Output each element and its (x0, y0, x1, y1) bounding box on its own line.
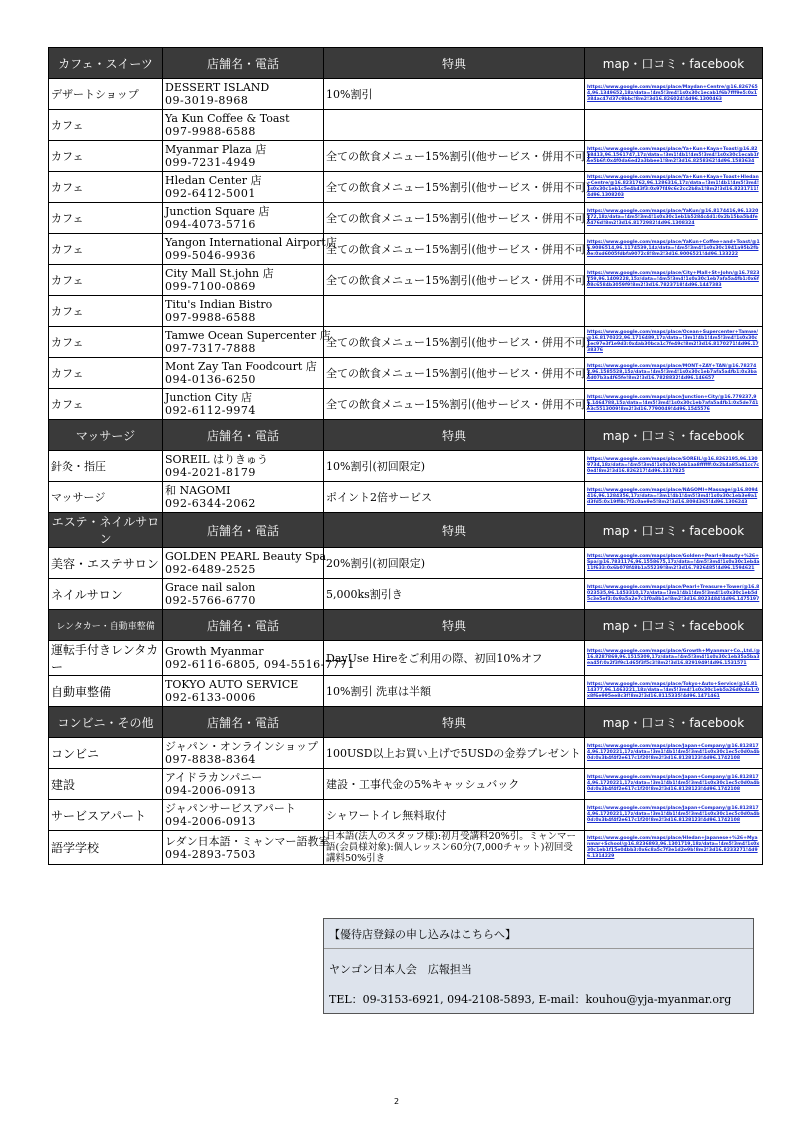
category-cell: 針灸・指圧 (49, 451, 163, 482)
shop-name: Hledan Center 店 (165, 174, 262, 187)
benefit-column-header: 特典 (324, 707, 585, 738)
table-row (49, 141, 763, 172)
shop-phone: 094-2021-8179 (165, 466, 256, 479)
shop-phone: 092-6112-9974 (165, 404, 256, 417)
category-cell: 運転手付きレンタカー (49, 641, 163, 676)
table-row (49, 676, 763, 707)
shop-cell (163, 769, 324, 800)
category-cell: カフェ (49, 358, 163, 389)
shop-phone: 094-2893-7503 (165, 847, 256, 861)
section-header (49, 513, 763, 548)
shop-cell (163, 641, 355, 676)
map-link (585, 110, 763, 141)
category-cell: マッサージ (49, 482, 163, 513)
shop-name: Junction Square 店 (165, 205, 270, 218)
category-cell: 建設 (49, 769, 163, 800)
shop-name: DESSERT ISLAND (165, 81, 270, 94)
map-link[interactable]: https://www.google.com/maps/place/Maydan+Centre/@16.8267654,96.1349652,18z/data=!4m5!3m4!1s0x30c1ecab1f6b7fff9e5:0x1384ac47d37c9bbc!8m2!3d16.826024!4d96.1300463 (585, 79, 763, 110)
section-category-header: マッサージ (49, 420, 163, 451)
map-link[interactable]: https://www.google.com/maps/place/Junction+City/@16.779237,96.1464788,15z/data=!4m5!3m4!1s0x30c1eb7afa5a4fb1:0x5de741e3c5513009!8m2!3d16.7790049!4d96.1545576 (585, 389, 763, 420)
benefit-cell: 全ての飲食メニュー15%割引(他サービス・併用不可) (324, 234, 585, 265)
benefit-cell: 全ての飲食メニュー15%割引(他サービス・併用不可) (324, 203, 585, 234)
benefit-cell: 5,000ks割引き (324, 579, 585, 610)
category-cell: 自動車整備 (49, 676, 163, 707)
shop-phone: 094-2006-0913 (165, 784, 256, 797)
shop-name: ジャパン・オンラインショップ (165, 740, 318, 753)
contact-org: ヤンゴン日本人会 広報担当 (329, 963, 472, 976)
benefit-cell: 日本語(法人のスタッフ様):初月受講料20%引。ミャンマー語(会員様対象):個人レッスン60分(7,000チャット)初回受講料50%引き (324, 831, 585, 865)
table-row (49, 203, 763, 234)
map-link[interactable]: https://www.google.com/maps/place/Golden+Pearl+Beauty+%26+Spa/@16.7831176,96.1558675,17z/data=!4m5!3m4!1s0x30c1eb4a11f633:0x6b078f48b1a55239!8m2!3d16.7826485!4d96.1594621 (585, 548, 763, 579)
section-category-header: レンタカー・自動車整備 (49, 610, 163, 641)
table-row (49, 548, 763, 579)
table-row (49, 800, 763, 831)
shop-name: 和 NAGOMI (165, 484, 231, 497)
shop-phone: 094-0136-6250 (165, 373, 256, 386)
benefit-cell: 20%割引(初回限定) (324, 548, 585, 579)
table-row (49, 738, 763, 769)
section-header (49, 420, 763, 451)
table-row (49, 831, 763, 865)
shop-phone: 092-6489-2525 (165, 563, 256, 576)
map-link[interactable]: https://www.google.com/maps/place/SOREIL/@16.8262195,96.1309734,18z/data=!4m5!3m4!1s0x30c1eb1aa8ffffff:0x2b4a85a41cc7c0e4!8m2!3d16.826217!4d96.1317825 (585, 451, 763, 482)
table-row (49, 234, 763, 265)
category-cell: カフェ (49, 172, 163, 203)
shop-phone: 097-8838-8364 (165, 753, 256, 766)
shop-column-header: 店舗名・電話 (163, 707, 324, 738)
shop-cell (163, 265, 324, 296)
table-row (49, 358, 763, 389)
shop-cell (163, 141, 324, 172)
shop-phone: 092-6344-2062 (165, 497, 256, 510)
map-link (585, 296, 763, 327)
shop-cell (163, 389, 324, 420)
table-row (49, 172, 763, 203)
benefit-cell (324, 110, 585, 141)
map-link[interactable]: https://www.google.com/maps/place/Japan+Company/@16.8128174,96.1720221,17z/data=!3m1!4b1!4m5!3m4!1s0x30c1ec5c0d0a4b0d:0x3b4f4f2e617c1f20!8m2!3d16.8128123!4d96.1742108 (585, 738, 763, 769)
shop-column-header: 店舗名・電話 (163, 420, 324, 451)
contact-title: 【優待店登録の申し込みはこちらへ】 (329, 928, 516, 941)
category-cell: カフェ (49, 327, 163, 358)
contact-box (323, 918, 754, 1014)
shop-phone: 092-5766-6770 (165, 594, 256, 607)
table-row (49, 327, 763, 358)
benefit-cell: 全ての飲食メニュー15%割引(他サービス・併用不可) (324, 265, 585, 296)
map-link[interactable]: https://www.google.com/maps/place/Ocean+Supercenter+Tamwe/@16.8170322,96.1716489,17z/data=!3m1!4b1!4m5!3m4!1s0x30c1ec97e3f1e9d3:0x4ab30bca1c7fe49c!8m2!3d16.8170271!4d96.1738376 (585, 327, 763, 358)
benefit-cell: 100USD以上お買い上げで5USDの金券プレゼント (324, 738, 585, 769)
category-cell: カフェ (49, 296, 163, 327)
shop-name: アイドラカンパニー (165, 771, 263, 784)
benefit-cell: 10%割引 (324, 79, 585, 110)
table-row (49, 451, 763, 482)
shop-cell (163, 296, 324, 327)
link-column-header: map・口コミ・facebook (585, 513, 763, 548)
shop-phone: 09-3019-8968 (165, 94, 249, 107)
category-cell: 語学学校 (49, 831, 163, 865)
shop-name: Junction City 店 (165, 391, 252, 404)
table-row (49, 389, 763, 420)
shop-cell (163, 110, 324, 141)
shop-phone: 092-6116-6805, 094-5516-7771 (165, 658, 355, 671)
map-link[interactable]: https://www.google.com/maps/place/NAGOMI+Massage/@16.8094416,96.1284356,17z/data=!3m1!4b1!4m5!3m4!1s0x30c1eb3e9a1d3fd5:0x19ff8c7f2c0ae9e5!8m2!3d16.8094365!4d96.1306243 (585, 482, 763, 513)
shop-phone: 097-7317-7888 (165, 342, 256, 355)
map-link[interactable]: https://www.google.com/maps/place/Pearl+Treasure+Tower/@16.8023535,96.1453310,17z/data=!3m1!4b1!4m5!3m4!1s0x30c1eb5d5c3e5ef3:0x9a5a2e7c1f0a8b1e!8m2!3d16.8023484!4d96.1475197 (585, 579, 763, 610)
shop-column-header: 店舗名・電話 (163, 610, 324, 641)
shop-cell (163, 79, 324, 110)
divider (324, 948, 753, 949)
category-cell: カフェ (49, 110, 163, 141)
shop-cell (163, 358, 324, 389)
benefit-cell (324, 296, 585, 327)
shop-phone: 094-4073-5716 (165, 218, 256, 231)
shop-name: Growth Myanmar (165, 645, 264, 658)
map-link[interactable]: https://www.google.com/maps/place/MONT+ZAY+TAN/@16.782742,96.1585528,15z/data=!4m5!3m4!1s0x30c1eb7afa5a4fb1:0x3ba4d07b3a4f65fe!8m2!3d16.7828832!4d96.146657 (585, 358, 763, 389)
shop-cell (163, 203, 324, 234)
shop-name: レダン日本語・ミャンマー語教室 (165, 834, 330, 848)
shop-phone: 097-9988-6588 (165, 311, 256, 324)
shop-name: Mont Zay Tan Foodcourt 店 (165, 360, 317, 373)
shop-phone: 092-6133-0006 (165, 691, 256, 704)
category-cell: カフェ (49, 389, 163, 420)
shop-name: Ya Kun Coffee & Toast (165, 112, 290, 125)
page-number: 2 (394, 1097, 400, 1106)
map-link[interactable]: https://www.google.com/maps/place/Hledan+Japanese+%26+Myanmar+School/@16.8236893,96.1301719,18z/data=!4m5!3m4!1s0x30c1eb1f15e04bb3:0x6c8a5c7f3e1d2e9b!8m2!3d16.8233271!4d96.1314229 (585, 831, 763, 865)
benefit-cell: シャワートイレ無料取付 (324, 800, 585, 831)
table-row (49, 641, 763, 676)
map-link[interactable]: https://www.google.com/maps/place/Ya+Kun+Kaya+Toast+Hledan+Centre/@16.8231762,96.1286316,17z/data=!3m1!4b1!4m5!3m4!1s0x30c1eb1c5e4b43f3:0x97f49c6c2cc2b8a1!8m2!3d16.8231711!4d96.1308203 (585, 172, 763, 203)
shop-cell (163, 548, 327, 579)
shop-phone: 092-6412-5001 (165, 187, 256, 200)
section-header (49, 48, 763, 79)
benefit-cell: 全ての飲食メニュー15%割引(他サービス・併用不可) (324, 358, 585, 389)
shop-name: Titu's Indian Bistro (165, 298, 273, 311)
link-column-header: map・口コミ・facebook (585, 610, 763, 641)
table-row (49, 482, 763, 513)
benefit-cell: 全ての飲食メニュー15%割引(他サービス・併用不可) (324, 389, 585, 420)
benefit-column-header: 特典 (324, 420, 585, 451)
shop-phone: 099-7100-0869 (165, 280, 256, 293)
link-column-header: map・口コミ・facebook (585, 48, 763, 79)
map-link[interactable]: https://www.google.com/maps/place/YaKun+Coffee+and+Toast/@16.9086514,96.1174539,14z/data=!4m5!3m4!1s0x30c1941a95b2fb0e:0xd6005fdbfa9072c8!8m2!3d16.9006521!4d96.133222 (585, 234, 763, 265)
benefit-cell: 10%割引 洗車は半額 (324, 676, 585, 707)
benefit-cell: 全ての飲食メニュー15%割引(他サービス・併用不可) (324, 141, 585, 172)
shop-cell (163, 800, 324, 831)
category-cell: サービスアパート (49, 800, 163, 831)
table-row (49, 769, 763, 800)
category-cell: デザートショップ (49, 79, 163, 110)
shop-column-header: 店舗名・電話 (163, 48, 324, 79)
shop-cell (163, 676, 324, 707)
table-row (49, 579, 763, 610)
category-cell: ネイルサロン (49, 579, 163, 610)
map-link[interactable]: https://www.google.com/maps/place/Tokyo+Auto+Service/@16.8114377,96.1463221,18z/data=!4m5!3m4!1s0x30c1eb5a26d0c4a1:0x8f6e995ee8c3f!8m2!3d16.8115335!4d96.1471461 (585, 676, 763, 707)
link-column-header: map・口コミ・facebook (585, 707, 763, 738)
shop-cell (163, 172, 324, 203)
benefit-column-header: 特典 (324, 48, 585, 79)
shop-name: TOKYO AUTO SERVICE (165, 678, 299, 691)
benefit-cell: ポイント2倍サービス (324, 482, 585, 513)
shop-phone: 097-9988-6588 (165, 125, 256, 138)
contact-line: TEL：09-3153-6921, 094-2108-5893, E-mail：kouhou@yja-myanmar.org (329, 993, 732, 1006)
map-link[interactable]: https://www.google.com/maps/place/YaKun/@16.8174416,96.1320272,18z/data=!4m5!3m4!1s0x30c1eb1b5284c4d1:0x2b15ba5b4fe5476d!8m2!3d16.8172982!4d96.1308324 (585, 203, 763, 234)
shop-cell (163, 327, 331, 358)
map-link[interactable]: https://www.google.com/maps/place/Japan+Company/@16.8128174,96.1720221,17z/data=!3m1!4b1!4m5!3m4!1s0x30c1ec5c0d0a4b0d:0x3b4f4f2e617c1f20!8m2!3d16.8128123!4d96.1742108 (585, 800, 763, 831)
link-column-header: map・口コミ・facebook (585, 420, 763, 451)
map-link[interactable]: https://www.google.com/maps/place/Ya+Kun+Kaya+Toast/@16.8258413,96.1561747,17z/data=!3m1!4b1!4m5!3m4!1s0x30c1ecab1f6e5b6f:0x4f0da6ed2a3bbee1!8m2!3d16.8258362!4d96.1583634 (585, 141, 763, 172)
map-link[interactable]: https://www.google.com/maps/place/Growth+Myanmar+Co.,Ltd./@16.8287869,96.1515309,17z/data=!4m5!3m4!1s0x30c1eb35a5ba3ea45f:0x2f3f9c1d65f3f5c3!8m2!3d16.8291949!4d96.1531571 (585, 641, 763, 676)
shop-name: SOREIL はりきゅう (165, 453, 269, 466)
category-cell: カフェ (49, 234, 163, 265)
shop-name: Tamwe Ocean Supercenter 店 (165, 329, 331, 342)
benefit-cell: 10%割引(初回限定) (324, 451, 585, 482)
shop-cell (163, 234, 337, 265)
map-link[interactable]: https://www.google.com/maps/place/City+Mall+St+John/@16.7823759,96.1409228,15z/data=!4m5!3m4!1s0x30c1eb7afa5a4fb1:0x6f08c6584b3059f9!8m2!3d16.7823718!4d96.1447383 (585, 265, 763, 296)
table-row (49, 79, 763, 110)
section-category-header: コンビニ・その他 (49, 707, 163, 738)
benefit-column-header: 特典 (324, 610, 585, 641)
table-row (49, 265, 763, 296)
shop-name: City Mall St.john 店 (165, 267, 274, 280)
category-cell: カフェ (49, 141, 163, 172)
table-row (49, 296, 763, 327)
benefit-cell: 全ての飲食メニュー15%割引(他サービス・併用不可) (324, 172, 585, 203)
category-cell: コンビニ (49, 738, 163, 769)
shop-name: Yangon International Airport店 (165, 236, 337, 249)
category-cell: カフェ (49, 203, 163, 234)
section-category-header: カフェ・スイーツ (49, 48, 163, 79)
map-link[interactable]: https://www.google.com/maps/place/Japan+Company/@16.8128174,96.1720221,17z/data=!3m1!4b1!4m5!3m4!1s0x30c1ec5c0d0a4b0d:0x3b4f4f2e617c1f20!8m2!3d16.8128123!4d96.1742108 (585, 769, 763, 800)
benefit-cell: 全ての飲食メニュー15%割引(他サービス・併用不可) (324, 327, 585, 358)
shop-cell (163, 579, 324, 610)
shop-cell (163, 738, 324, 769)
table-row (49, 110, 763, 141)
shop-name: Grace nail salon (165, 581, 256, 594)
shop-phone: 099-5046-9936 (165, 249, 256, 262)
shop-cell (163, 482, 324, 513)
category-cell: カフェ (49, 265, 163, 296)
benefit-cell: 建設・工事代金の5%キャッシュバック (324, 769, 585, 800)
benefit-column-header: 特典 (324, 513, 585, 548)
directory-table (48, 47, 763, 865)
shop-name: GOLDEN PEARL Beauty Spa (165, 550, 327, 563)
shop-name: ジャパンサービスアパート (165, 802, 296, 815)
shop-cell (163, 451, 324, 482)
category-cell: 美容・エステサロン (49, 548, 163, 579)
section-header (49, 610, 763, 641)
shop-phone: 094-2006-0913 (165, 815, 256, 828)
shop-name: Myanmar Plaza 店 (165, 143, 267, 156)
shop-phone: 099-7231-4949 (165, 156, 256, 169)
section-category-header: エステ・ネイルサロン (49, 513, 163, 548)
section-header (49, 707, 763, 738)
shop-cell (163, 831, 330, 865)
benefit-cell: DayUse Hireをご利用の際、初回10%オフ (324, 641, 585, 676)
shop-column-header: 店舗名・電話 (163, 513, 324, 548)
